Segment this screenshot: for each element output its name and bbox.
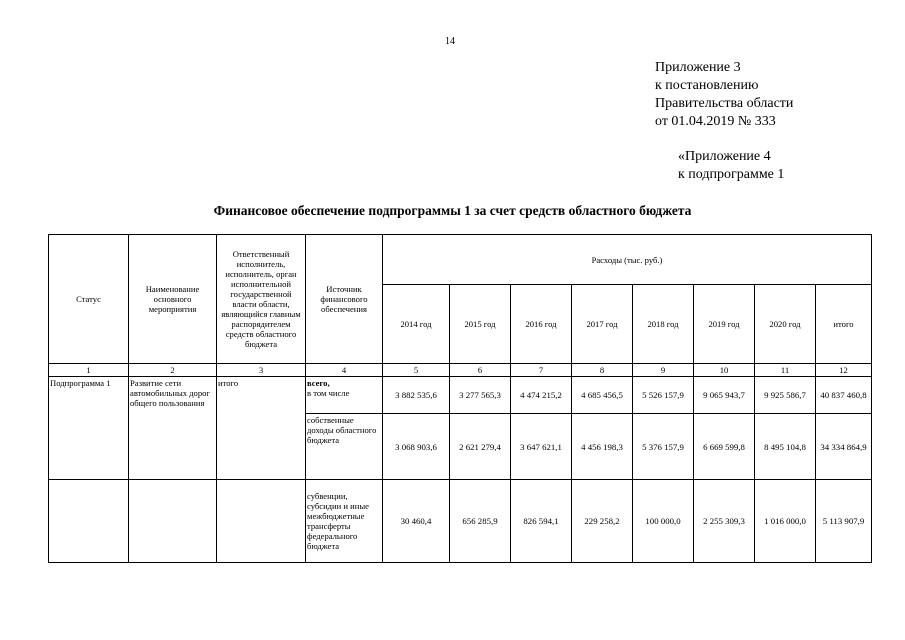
appendix-line: к постановлению	[655, 78, 759, 93]
column-number: 10	[694, 364, 755, 377]
value-cell: 2 621 279,4	[450, 414, 511, 480]
status-cell: Подпрограмма 1	[49, 377, 129, 480]
header-year: 2019 год	[694, 285, 755, 364]
appendix-header	[655, 59, 895, 131]
reference-line: «Приложение 4	[678, 149, 771, 164]
funding-source-cell: субвенции, субсидии и иные межбюджетные трансферты федерального бюджета	[306, 480, 383, 563]
value-cell: 2 255 309,3	[694, 480, 755, 563]
value-cell: 5 526 157,9	[633, 377, 694, 414]
value-cell: 3 068 903,6	[383, 414, 450, 480]
column-number: 4	[306, 364, 383, 377]
value-cell: 826 594,1	[511, 480, 572, 563]
header-year: 2015 год	[450, 285, 511, 364]
value-cell: 4 456 198,3	[572, 414, 633, 480]
executor-cell: итого	[217, 377, 306, 480]
appendix-line: Правительства области	[655, 96, 794, 111]
header-funding-source: Источник финансового обеспечения	[306, 235, 383, 364]
total-value-cell: 34 334 864,9	[816, 414, 872, 480]
column-number: 2	[129, 364, 217, 377]
value-cell: 3 277 565,3	[450, 377, 511, 414]
subprogram-reference	[678, 148, 898, 184]
source-total-label: всего,	[307, 378, 330, 388]
table-row	[49, 480, 872, 563]
column-number: 5	[383, 364, 450, 377]
column-number: 11	[755, 364, 816, 377]
status-cell-empty	[49, 480, 129, 563]
header-year: 2017 год	[572, 285, 633, 364]
column-number: 8	[572, 364, 633, 377]
value-cell: 30 460,4	[383, 480, 450, 563]
column-number: 9	[633, 364, 694, 377]
table-row	[49, 377, 872, 414]
header-total: итого	[816, 285, 872, 364]
document-title: Финансовое обеспечение подпрограммы 1 за счет средств областного бюджета	[213, 203, 692, 218]
value-cell: 9 925 586,7	[755, 377, 816, 414]
financing-table	[48, 234, 872, 563]
value-cell: 4 474 215,2	[511, 377, 572, 414]
column-number: 7	[511, 364, 572, 377]
reference-line: к подпрограмме 1	[678, 167, 785, 182]
value-cell: 9 065 943,7	[694, 377, 755, 414]
value-cell: 656 285,9	[450, 480, 511, 563]
value-cell: 100 000,0	[633, 480, 694, 563]
appendix-line: от 01.04.2019 № 333	[655, 114, 776, 129]
source-total-note: в том числе	[307, 388, 350, 398]
header-expenses: Расходы (тыс. руб.)	[383, 235, 872, 285]
header-executor: Ответственный исполнитель, исполнитель, орган исполнительной государственной власти области, являющийся главным распорядителем средств областного бюджета	[217, 235, 306, 364]
total-value-cell: 40 837 460,8	[816, 377, 872, 414]
value-cell: 5 376 157,9	[633, 414, 694, 480]
executor-cell-empty	[217, 480, 306, 563]
header-status: Статус	[49, 235, 129, 364]
value-cell: 6 669 599,8	[694, 414, 755, 480]
value-cell: 4 685 456,5	[572, 377, 633, 414]
header-row	[49, 235, 872, 285]
appendix-line: Приложение 3	[655, 60, 741, 75]
column-number: 1	[49, 364, 129, 377]
header-year: 2020 год	[755, 285, 816, 364]
header-year: 2016 год	[511, 285, 572, 364]
column-number: 6	[450, 364, 511, 377]
header-year: 2014 год	[383, 285, 450, 364]
column-number-row	[49, 364, 872, 377]
value-cell: 1 016 000,0	[755, 480, 816, 563]
value-cell: 8 495 104,8	[755, 414, 816, 480]
value-cell: 3 882 535,6	[383, 377, 450, 414]
funding-source-cell: собственные доходы областного бюджета	[306, 414, 383, 480]
funding-source-cell	[306, 377, 383, 414]
value-cell: 3 647 621,1	[511, 414, 572, 480]
header-activity-name: Наименование основного мероприятия	[129, 235, 217, 364]
column-number: 3	[217, 364, 306, 377]
value-cell: 229 258,2	[572, 480, 633, 563]
activity-name-cell-empty	[129, 480, 217, 563]
activity-name-cell: Развитие сети автомобильных дорог общего пользования	[129, 377, 217, 480]
header-year: 2018 год	[633, 285, 694, 364]
total-value-cell: 5 113 907,9	[816, 480, 872, 563]
column-number: 12	[816, 364, 872, 377]
page-number: 14	[445, 36, 455, 47]
